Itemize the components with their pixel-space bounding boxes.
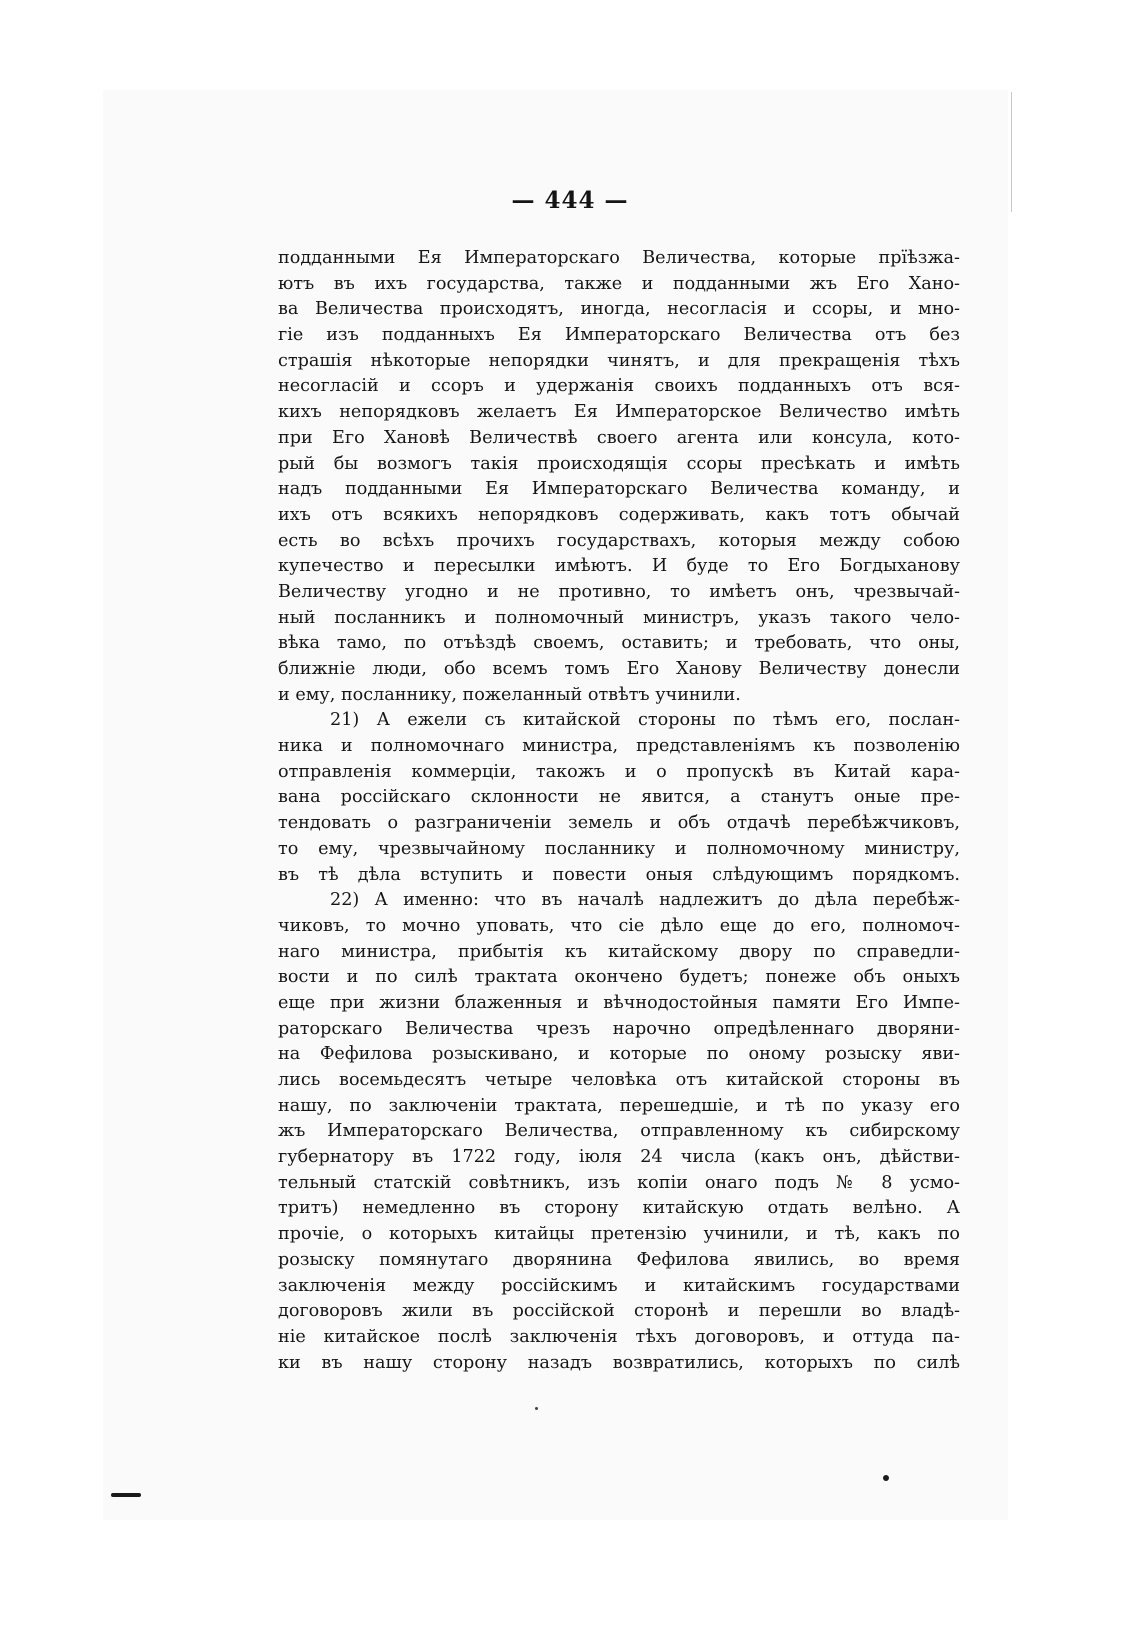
- text-line: тритъ) немедленно въ сторону китайскую отдать велѣно. А: [278, 1198, 960, 1219]
- text-line: ніе китайское послѣ заключенія тѣхъ договоровъ, и оттуда па-: [278, 1326, 960, 1347]
- text-line: ближніе люди, обо всемъ томъ Его Ханову Величеству донесли: [278, 659, 960, 679]
- text-line: заключенія между россійскимъ и китайскимъ государствами: [278, 1275, 960, 1296]
- text-line: отправленія коммерціи, такожъ и о пропускѣ въ Китай кара-: [278, 761, 960, 782]
- text-line: купечество и пересылки имѣютъ. И буде то Его Богдыханову: [278, 556, 960, 577]
- text-line: при Его Хановѣ Величествѣ своего агента или консула, кото-: [278, 427, 960, 448]
- text-line: ютъ въ ихъ государства, также и подданными жъ Его Хано-: [278, 273, 960, 294]
- text-line: на Фефилова розыскивано, и которые по оному розыску яви-: [278, 1044, 960, 1065]
- text-line: ихъ отъ всякихъ непорядковъ содерживать, какъ тотъ обычай: [278, 504, 960, 525]
- text-line: ки въ нашу сторону назадъ возвратились, которыхъ по силѣ: [278, 1352, 960, 1373]
- text-line: надъ подданными Ея Императорскаго Величества команду, и: [278, 479, 960, 500]
- text-line: розыску помянутаго дворянина Фефилова явились, во время: [278, 1249, 960, 1270]
- text-line: ный посланникъ и полномочный министръ, указъ такого чело-: [278, 607, 960, 628]
- text-line: несогласій и ссоръ и удержанія своихъ подданныхъ отъ вся-: [278, 376, 960, 397]
- text-line: вана россійскаго склонности не явится, а станутъ оные пре-: [278, 787, 960, 808]
- text-line: подданными Ея Императорскаго Величества, которые прїѣзжа-: [278, 248, 960, 268]
- paragraph-21-start: 21) А ежели съ китайской стороны по тѣмъ его, послан-: [330, 710, 960, 731]
- text-line: рый бы возмогъ такія происходящія ссоры пресѣкать и имѣть: [278, 453, 960, 474]
- text-line: въ тѣ дѣла вступить и повести оныя слѣдующимъ порядкомъ.: [278, 864, 960, 885]
- text-line: есть во всѣхъ прочихъ государствахъ, которыя между собою: [278, 530, 960, 551]
- text-line: жъ Императорскаго Величества, отправленному къ сибирскому: [278, 1121, 960, 1142]
- scan-dot-mark: [883, 1475, 889, 1481]
- text-line: тельный статскій совѣтникъ, изъ копіи онаго подъ № 8 усмо-: [278, 1172, 960, 1193]
- text-line: и ему, посланнику, пожеланный отвѣтъ учинили.: [278, 684, 741, 705]
- body-text: [278, 246, 960, 1376]
- text-line: вѣка тамо, по отъѣздѣ своемъ, оставить; и требовать, что оны,: [278, 633, 960, 654]
- scan-dash-mark: [111, 1493, 141, 1497]
- text-line: вости и по силѣ трактата окончено будетъ; понеже объ оныхъ: [278, 967, 960, 988]
- text-line: ва Величества происходятъ, иногда, несогласія и ссоры, и мно-: [278, 299, 960, 320]
- text-line: нашу, по заключеніи трактата, перешедшіе, и тѣ по указу его: [278, 1095, 960, 1116]
- text-line: чиковъ, то мочно уповать, что сіе дѣло еще до его, полномоч-: [278, 915, 960, 936]
- text-line: то ему, чрезвычайному посланнику и полномочному министру,: [278, 838, 960, 859]
- scan-speck: [535, 1407, 538, 1410]
- text-line: ника и полномочнаго министра, представленіямъ къ позволенію: [278, 736, 960, 757]
- text-line: кихъ непорядковъ желаетъ Ея Императорское Величество имѣть: [278, 402, 960, 423]
- paragraph-22-start: 22) А именно: что въ началѣ надлежитъ до дѣла перебѣж-: [330, 890, 960, 911]
- text-line: губернатору въ 1722 году, іюля 24 числа (какъ онъ, дѣйстви-: [278, 1147, 960, 1168]
- text-line: договоровъ жили въ россійской сторонѣ и перешли во владѣ-: [278, 1301, 960, 1322]
- page-number: — 444 —: [511, 187, 629, 214]
- text-line: раторскаго Величества чрезъ нарочно опредѣленнаго дворяни-: [278, 1018, 960, 1039]
- text-line: Величеству угодно и не противно, то имѣетъ онъ, чрезвычай-: [278, 581, 960, 602]
- text-line: гіе изъ подданныхъ Ея Императорскаго Величества отъ без: [278, 325, 960, 346]
- text-line: тендовать о разграниченіи земель и объ отдачѣ перебѣжчиковъ,: [278, 813, 960, 834]
- text-line: лись восемьдесятъ четыре человѣка отъ китайской стороны въ: [278, 1070, 960, 1090]
- text-line: прочіе, о которыхъ китайцы претензію учинили, и тѣ, какъ по: [278, 1224, 960, 1245]
- text-line: наго министра, прибытія къ китайскому двору по справедли-: [278, 941, 960, 962]
- text-line: страшія нѣкоторые непорядки чинятъ, и для прекращенія тѣхъ: [278, 350, 960, 371]
- text-line: еще при жизни блаженныя и вѣчнодостойныя памяти Его Импе-: [278, 992, 960, 1013]
